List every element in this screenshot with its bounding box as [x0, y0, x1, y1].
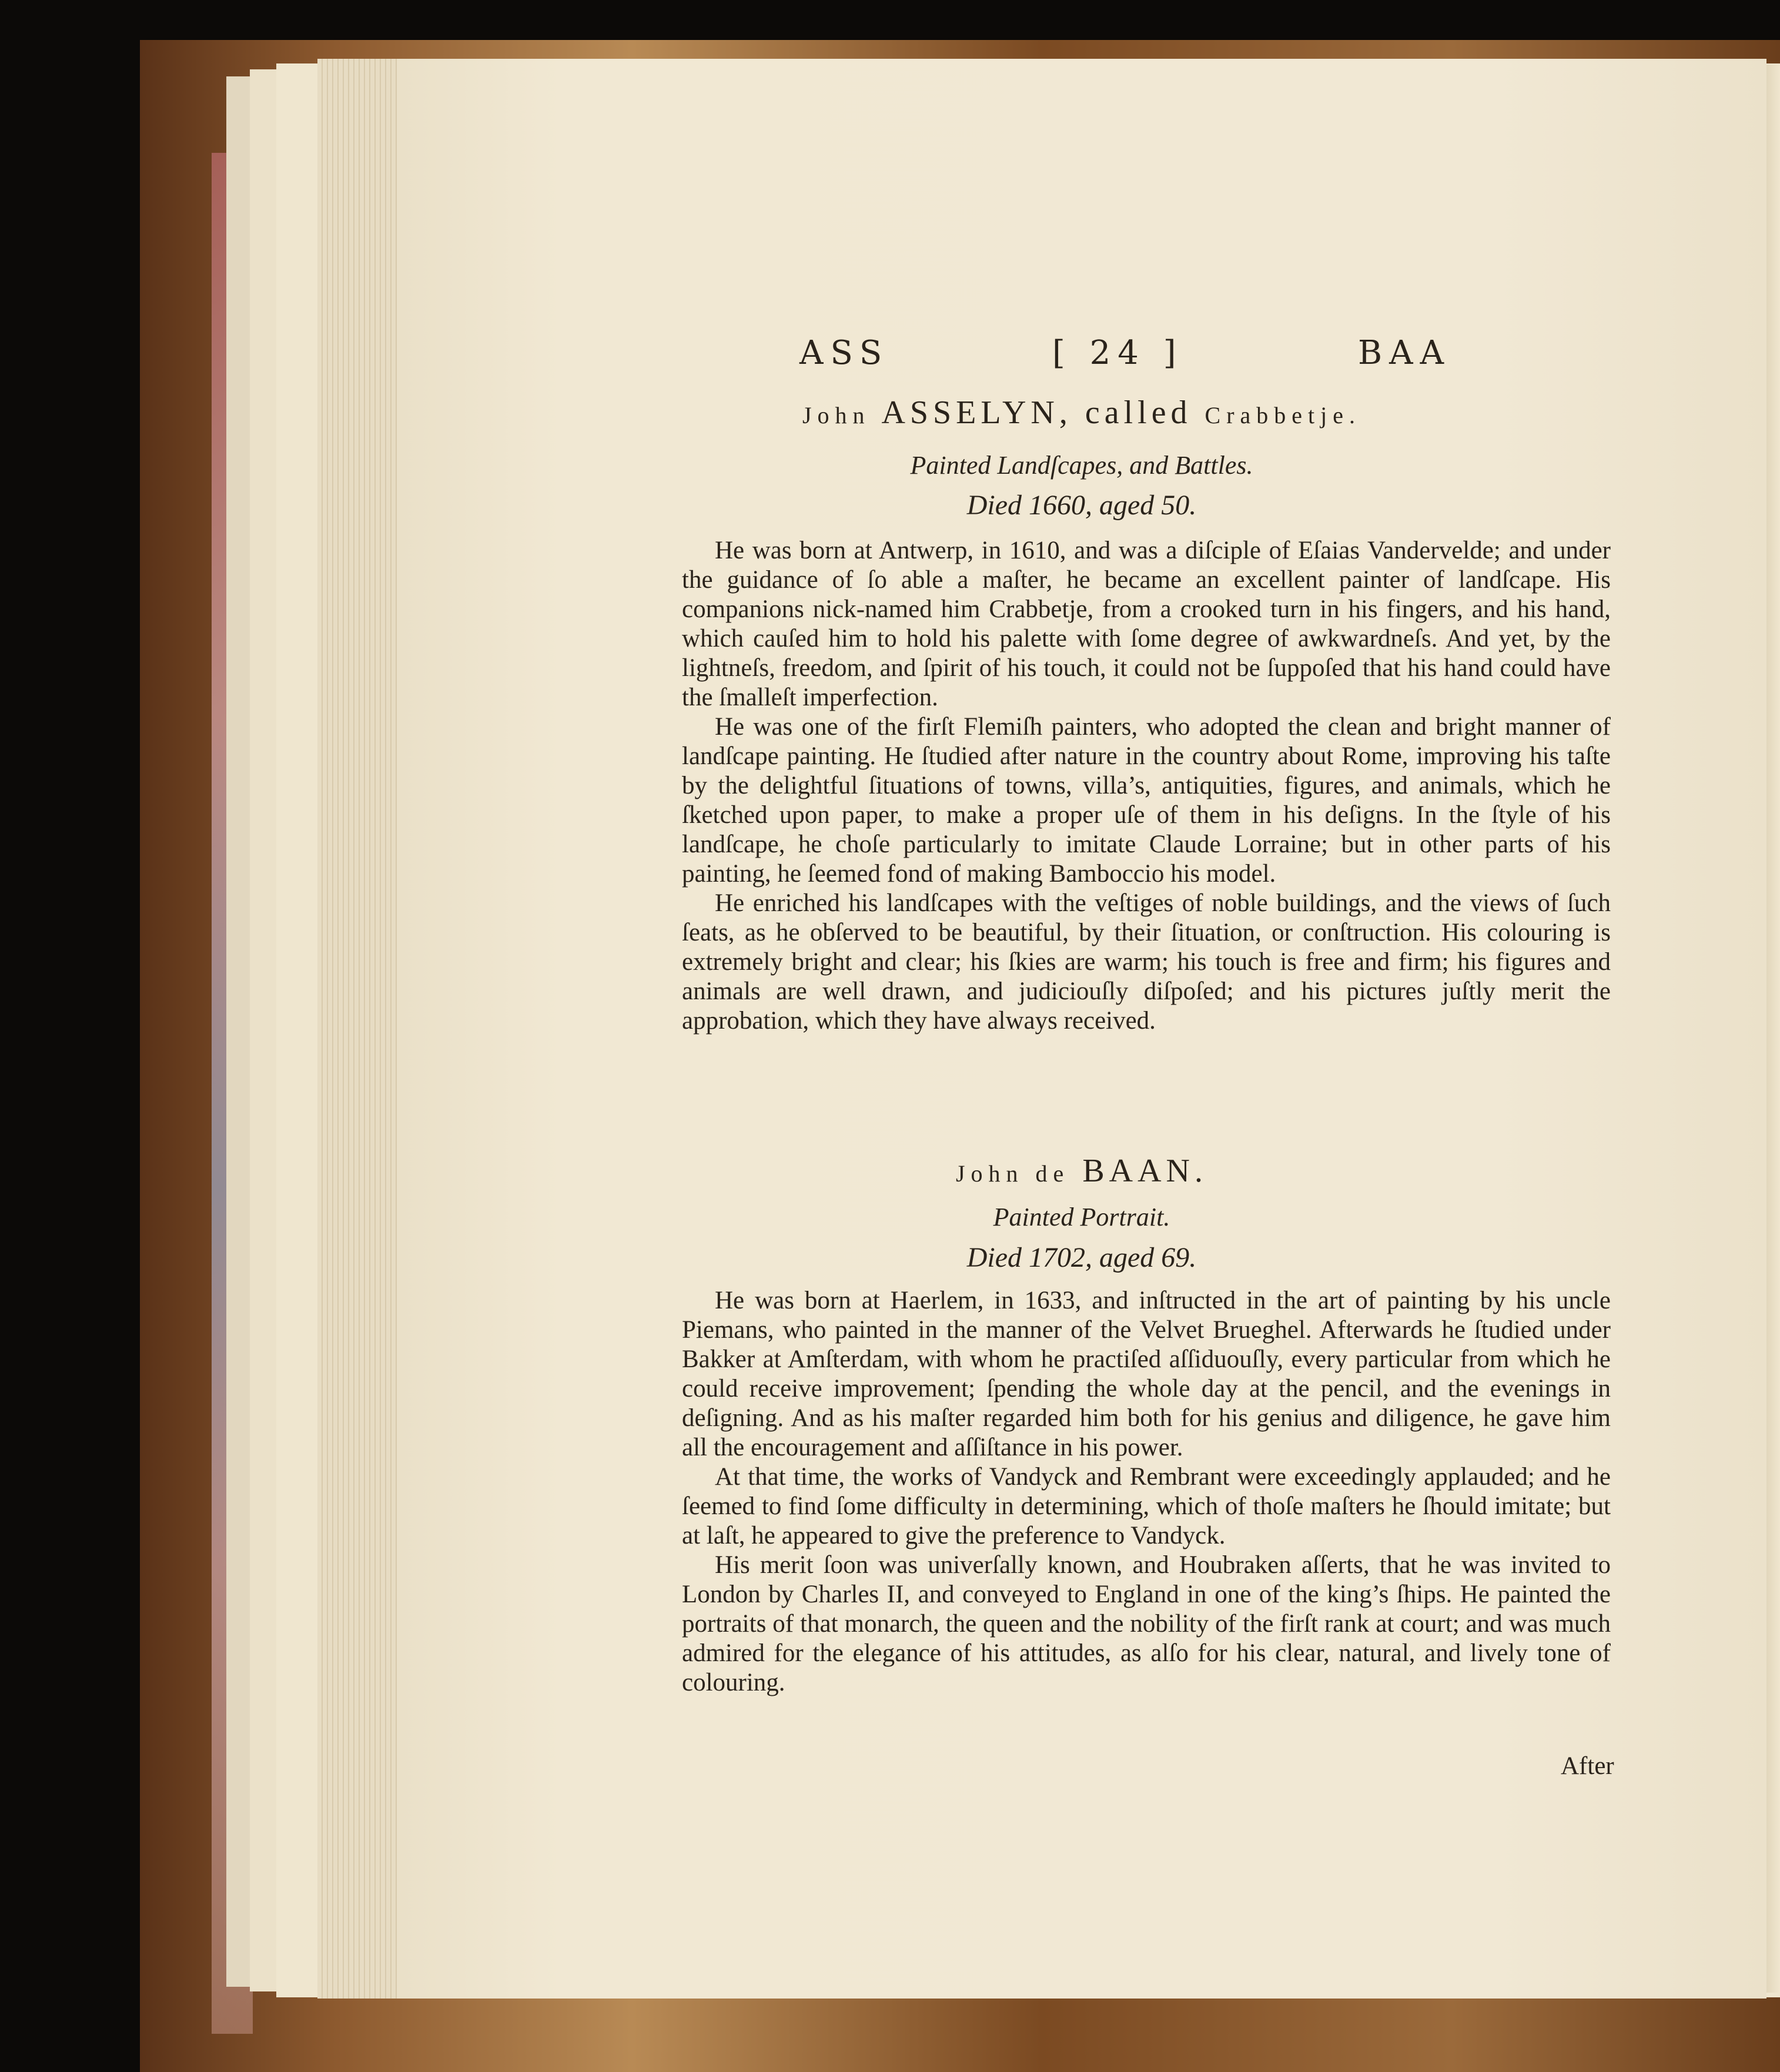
title-first-name: John de: [955, 1160, 1070, 1187]
paragraph: He was one of the firſt Flemiſh painters, who adopted the clean and bright manner of landſcape painting. He ſtudied after nature in the country about Rome, improving his taſte by the delightful ſituations of towns, villa’s, antiquities, figures, and animals, which he ſketched upon paper, to make a proper uſe of them in his deſigns. In the ſtyle of his landſcape, he choſe particularly to imitate Claude Lorraine; but in other parts of his painting, he ſeemed fond of making Bamboccio his model.: [682, 713, 1611, 888]
entry-body: [682, 1286, 1611, 1698]
paragraph: At that time, the works of Vandyck and Rembrant were exceedingly applauded; and he ſeemed to find ſome difficulty in determining, which of thoſe maſters he ſhould imitate; but at laſt, he appeared to give the preference to Vandyck.: [682, 1463, 1611, 1549]
page-stack: [317, 59, 400, 1999]
entry-dates: Died 1702, aged 69.: [966, 1242, 1197, 1273]
paragraph: He was born at Haerlem, in 1633, and inſtructed in the art of painting by his uncle Piemans, who painted in the manner of the Velvet Brueghel. Afterwards he ſtudied under Bakker at Amſterdam, with whom he practiſed aſſiduouſly, every particular from which he could receive improvement; ſpending the whole day at the pencil, and the evenings in deſigning. And as his maſter regarded him both for his genius and diligence, he gave him all the encouragement and aſſiſtance in his power.: [682, 1287, 1611, 1461]
entry-subject: Painted Portrait.: [993, 1203, 1170, 1231]
title-first-name: John: [802, 402, 871, 429]
entry-body: [682, 536, 1611, 1036]
paragraph: He enriched his landſcapes with the veſtiges of noble buildings, and the views of ſuch ſeats, as he obſerved to be beautiful, by their ſituation, or conſtruction. His colouring is extremely bright and clear; his ſkies are warm; his touch is free and firm; his figures and animals are well drawn, and judiciouſly diſpoſed; and his pictures juſtly merit the approbation, which they have always received.: [682, 889, 1611, 1035]
title-surname: ASSELYN, called: [881, 394, 1192, 431]
entry-title: [397, 1152, 1766, 1190]
paragraph: His merit ſoon was univerſally known, and Houbraken aſſerts, that he was invited to London by Charles II, and conveyed to England in one of the king’s ſhips. He painted the portraits of that monarch, the queen and the nobility of the firſt rank at court; and was much admired for the elegance of his attitudes, as alſo for his clear, natural, and lively tone of colouring.: [682, 1551, 1611, 1696]
title-surname: BAAN.: [1082, 1153, 1207, 1189]
page-number: [ 24 ]: [1052, 334, 1183, 372]
running-header-right: BAA: [1358, 334, 1451, 372]
running-header-left: ASS: [799, 334, 889, 372]
entry-subject: Painted Landſcapes, and Battles.: [910, 451, 1253, 480]
book-page: [397, 59, 1766, 1999]
paragraph: He was born at Antwerp, in 1610, and was a diſciple of Eſaias Vandervelde; and under the guidance of ſo able a maſter, he became an excellent painter of landſcape. His companions nick-named him Crabbetje, from a crooked turn in his fingers, and his hand, which cauſed him to hold his palette with ſome degree of awkwardneſs. And yet, by the lightneſs, freedom, and ſpirit of his touch, it could not be ſuppoſed that his hand could have the ſmalleſt imperfection.: [682, 537, 1611, 711]
entry-dates: Died 1660, aged 50.: [966, 490, 1197, 521]
title-nickname: Crabbetje.: [1204, 402, 1361, 429]
catchword: After: [1561, 1752, 1614, 1780]
entry-title: [397, 394, 1766, 431]
